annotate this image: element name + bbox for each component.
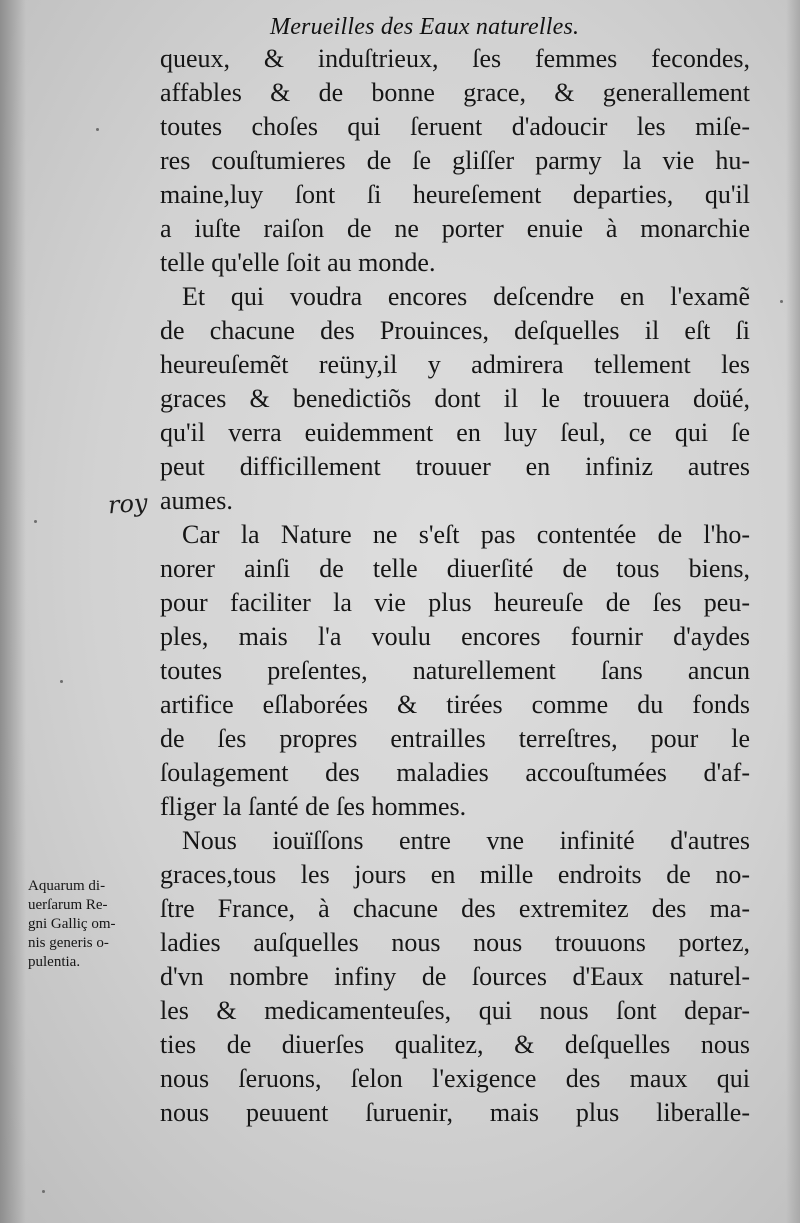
paper-speck [780, 300, 783, 303]
text-line: telle qu'elle ſoit au monde. [160, 248, 436, 277]
text-line: ties de diuerſes qualitez, & deſquelles nous [160, 1030, 750, 1059]
text-line: de chacune des Prouinces, deſquelles il eſt ſi [160, 316, 750, 345]
text-line: de ſes propres entrailles terreſtres, pour le [160, 724, 750, 753]
text-line: fliger la ſanté de ſes hommes. [160, 792, 467, 821]
text-line: queux, & induſtrieux, ſes femmes fecondes, [160, 44, 750, 73]
text-line: norer ainſi de telle diuerſité de tous biens, [160, 554, 750, 583]
text-line: ſtre France, à chacune des extremitez des ma- [160, 894, 750, 923]
body-text [160, 42, 750, 1130]
text-line: affables & de bonne grace, & generallement [160, 78, 750, 107]
text-line: ladies auſquelles nous nous trouuons portez, [160, 928, 750, 957]
text-line: maine,luy ſont ſi heureſement departies, qu'il [160, 180, 750, 209]
text-line: res couſtumieres de ſe gliſſer parmy la vie hu- [160, 146, 750, 175]
text-line: ples, mais l'a voulu encores fournir d'aydes [160, 622, 750, 651]
text-line: a iuſte raiſon de ne porter enuie à monarchie [160, 214, 750, 243]
text-line: les & medicamenteuſes, qui nous ſont depar- [160, 996, 750, 1025]
paper-speck [96, 128, 99, 131]
text-line: toutes preſentes, naturellement ſans ancun [160, 656, 750, 685]
text-line: d'vn nombre infiny de ſources d'Eaux naturel- [160, 962, 750, 991]
paper-speck [34, 520, 37, 523]
text-line: qu'il verra euidemment en luy ſeul, ce qui ſe [160, 418, 750, 447]
text-line: toutes choſes qui ſeruent d'adoucir les miſe- [160, 112, 750, 141]
paper-speck [60, 680, 63, 683]
handwritten-annotation: roy [107, 488, 149, 520]
text-line: artifice eſlaborées & tirées comme du fonds [160, 690, 750, 719]
text-line: nous peuuent ſuruenir, mais plus liberalle- [160, 1098, 750, 1127]
text-line: Nous iouïſſons entre vne infinité d'autres [182, 826, 750, 855]
text-line: graces & benedictiõs dont il le trouuera doüé, [160, 384, 750, 413]
marginal-note-line: gni Galliç om- [28, 916, 116, 932]
text-line: pour faciliter la vie plus heureuſe de ſes peu- [160, 588, 750, 617]
text-line: aumes. [160, 486, 233, 515]
text-line: heureuſemẽt reüny,il y admirera tellement les [160, 350, 750, 379]
text-line: ſoulagement des maladies accouſtumées d'af- [160, 758, 750, 787]
page-edge-shadow [786, 0, 800, 1223]
marginal-note-line: pulentia. [28, 954, 81, 970]
marginal-note-line: uerſarum Re- [28, 897, 108, 913]
running-head: Merueilles des Eaux naturelles. [270, 14, 580, 40]
gutter-shadow [0, 0, 26, 1223]
text-line: nous ſeruons, ſelon l'exigence des maux qui [160, 1064, 750, 1093]
marginal-note [28, 877, 156, 972]
text-line: Et qui voudra encores deſcendre en l'examẽ [182, 282, 750, 311]
text-line: Car la Nature ne s'eſt pas contentée de l'ho- [182, 520, 750, 549]
text-line: peut difficillement trouuer en infiniz autres [160, 452, 750, 481]
marginal-note-line: nis generis o- [28, 935, 109, 951]
marginal-note-line: Aquarum di- [28, 878, 106, 894]
paper-speck [42, 1190, 45, 1193]
text-line: graces,tous les jours en mille endroits de no- [160, 860, 750, 889]
